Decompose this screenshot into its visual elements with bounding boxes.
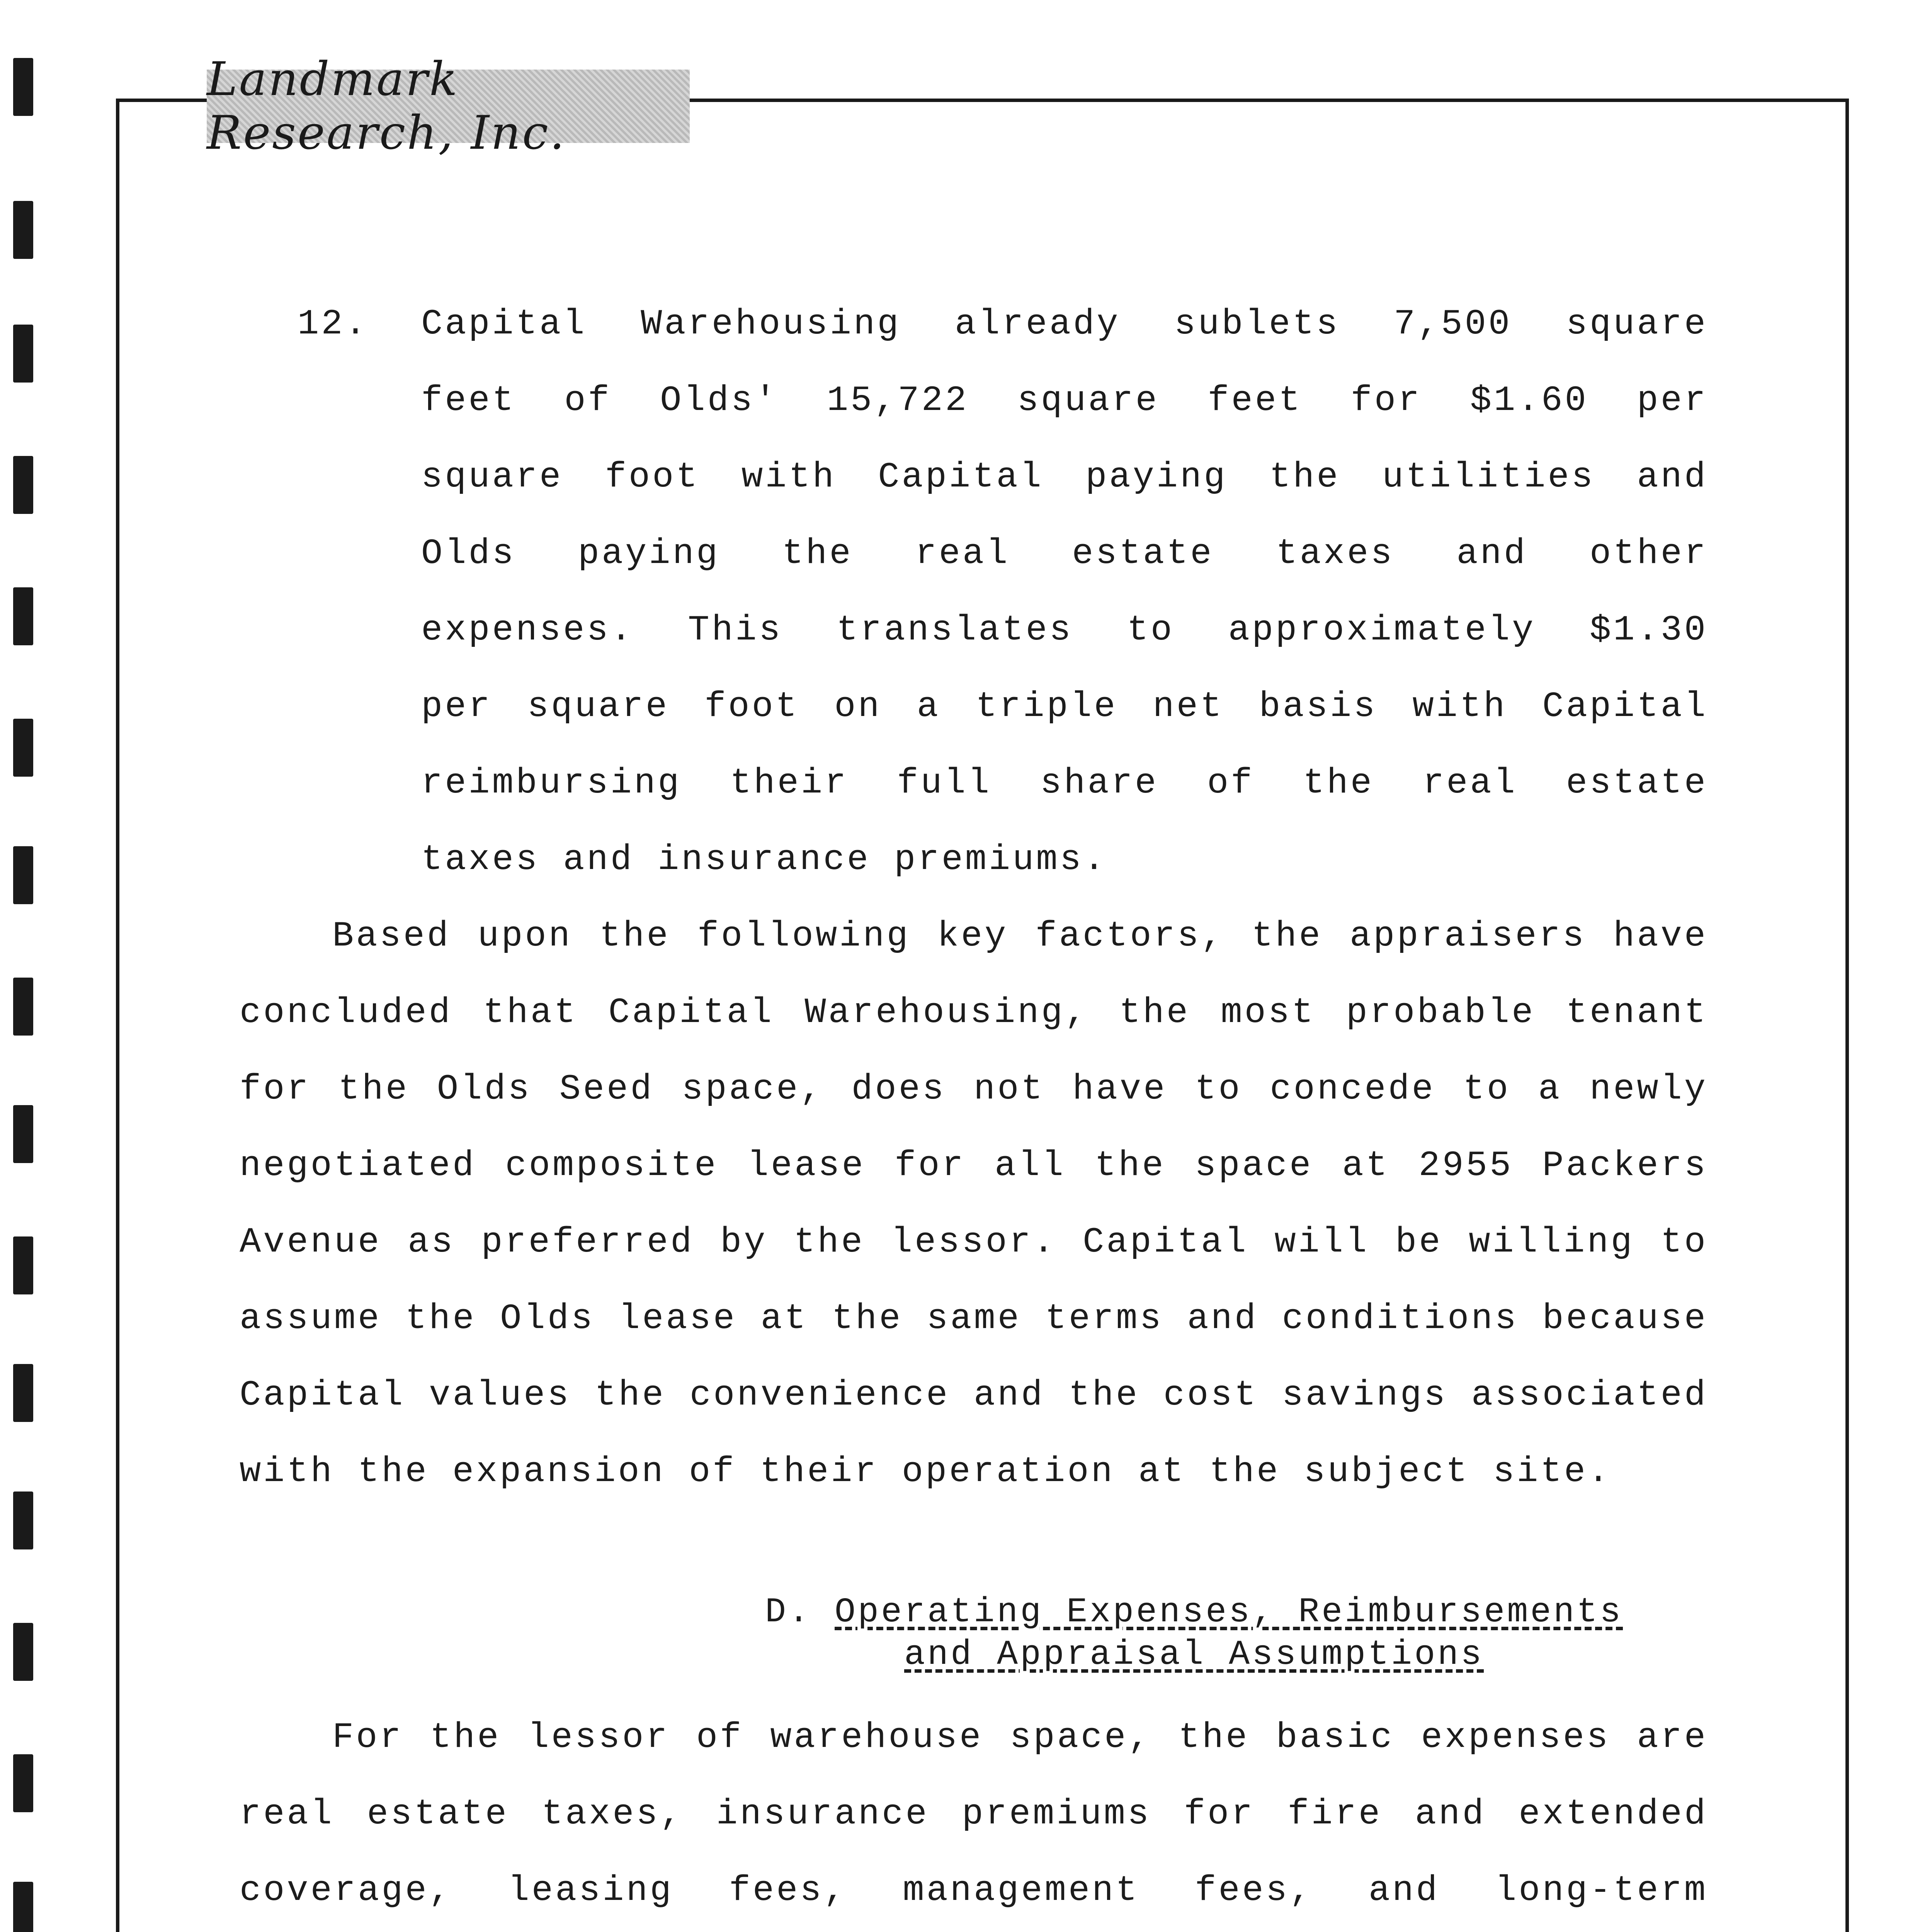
binding-hole [13, 978, 33, 1036]
section-heading [240, 1591, 1708, 1676]
binding-hole [13, 1623, 33, 1681]
binding-hole [13, 1492, 33, 1549]
company-logo: Landmark Research, Inc. [207, 70, 690, 143]
binding-hole [13, 456, 33, 514]
binding-hole [13, 201, 33, 259]
binding-hole [13, 846, 33, 904]
text-line: negotiated composite lease for all the space at 2955 Packers [240, 1145, 1708, 1186]
text-line: coverage, leasing fees, management fees, and long-term [240, 1870, 1708, 1911]
binding-hole [13, 1236, 33, 1294]
binding-hole [13, 58, 33, 116]
text-line: Capital Warehousing already sublets 7,500 square [421, 304, 1708, 344]
binding-hole [13, 1364, 33, 1422]
binding-hole [13, 1882, 33, 1932]
item-number: 12. [298, 304, 369, 344]
numbered-item [240, 286, 1708, 898]
section-letter: D. [765, 1593, 811, 1632]
text-line: per square foot on a triple net basis with Capital [421, 686, 1708, 727]
text-line: taxes and insurance premiums. [421, 839, 1107, 880]
text-line: square foot with Capital paying the utilities and [421, 457, 1708, 497]
binding-hole [13, 587, 33, 645]
text-line: reimbursing their full share of the real estate [421, 763, 1708, 803]
item-text [421, 286, 1708, 898]
text-line: real estate taxes, insurance premiums for fire and extended [240, 1794, 1708, 1834]
binding-hole [13, 1105, 33, 1163]
document-body [240, 286, 1708, 1932]
text-line: Based upon the following key factors, the appraisers have [332, 916, 1708, 956]
paragraph [240, 1699, 1708, 1932]
text-line: with the expansion of their operation at the subject site. [240, 1451, 1612, 1492]
binding-hole [13, 719, 33, 777]
text-line: for the Olds Seed space, does not have to concede to a newly [240, 1069, 1708, 1109]
text-line: expenses. This translates to approximately $1.30 [421, 610, 1708, 650]
section-title-line-1: Operating Expenses, Reimbursements [835, 1593, 1623, 1632]
paragraph [240, 898, 1708, 1510]
text-line: Avenue as preferred by the lessor. Capital will be willing to [240, 1222, 1708, 1262]
text-line: Capital values the convenience and the cost savings associated [240, 1375, 1708, 1415]
text-line: Olds paying the real estate taxes and other [421, 533, 1708, 574]
text-line [240, 1929, 1708, 1932]
section-title-line-2: and Appraisal Assumptions [904, 1635, 1484, 1675]
text-line: assume the Olds lease at the same terms and conditions because [240, 1298, 1708, 1339]
text-line: concluded that Capital Warehousing, the most probable tenant [240, 992, 1708, 1033]
binding-hole [13, 325, 33, 383]
binding-hole [13, 1754, 33, 1812]
text-line: For the lessor of warehouse space, the basic expenses are [332, 1717, 1708, 1758]
text-line: feet of Olds' 15,722 square feet for $1.60 per [421, 380, 1708, 421]
binding-strip [0, 0, 46, 1932]
